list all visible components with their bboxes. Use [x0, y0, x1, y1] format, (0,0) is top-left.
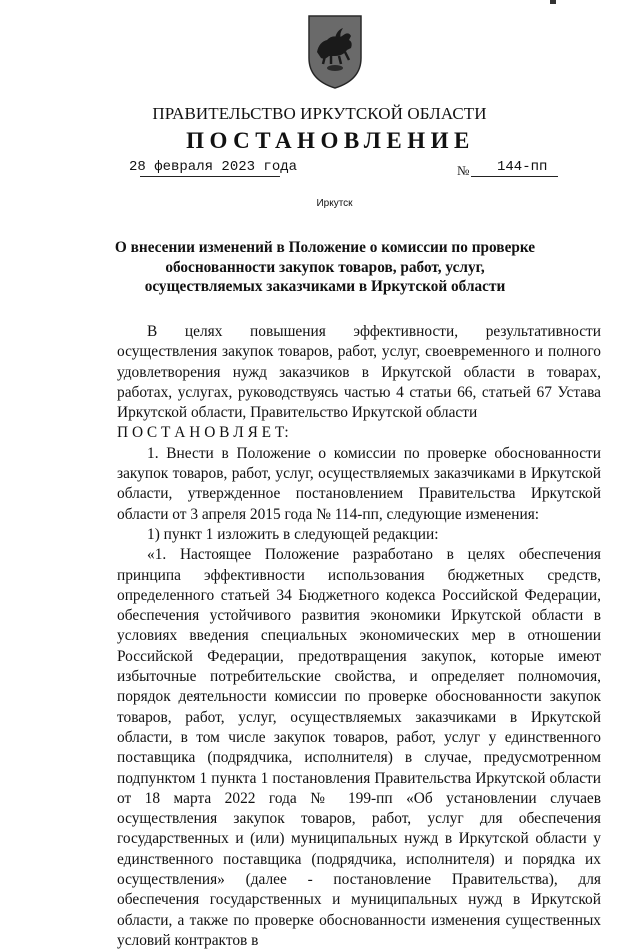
paragraph-item-1: 1. Внести в Положение о комиссии по проверке обоснованности закупок товаров, работ, услуг, осуществляемых заказчиками в Иркутской области, утвержденное постановлением Правительства Иркутской области от 3 апреля 2015 года № 114-пп, следующие изменения: — [117, 444, 601, 523]
city: Иркутск — [316, 198, 353, 209]
number-underline — [471, 176, 558, 177]
resolves-heading: П О С Т А Н О В Л Я Е Т: — [117, 424, 289, 442]
paragraph-subitem-1: 1) пункт 1 изложить в следующей редакции: — [147, 525, 439, 543]
document-date: 28 февраля 2023 года — [129, 159, 298, 175]
paragraph-new-wording: «1. Настоящее Положение разработано в целях обеспечения принципа эффективности использования бюджетных средств, определенного статьей 34 Бюджетного кодекса Российской Федерации, обеспечения устойчивого развития экономики Иркутской области в условиях введения специальных экономических мер в отношении Российской Федерации, предотвращения закупок, которые имеют избыточные потребительские свойства, и определяет полномочия, порядок деятельности комиссии по проверке обоснованности закупок товаров, работ, услуг, осуществляемых заказчиками в Иркутской области, в том числе закупок товаров, работ, услуг у единственного поставщика (подрядчика, исполнителя) в случае, предусмотренном подпунктом 1 пункта 1 постановления Правительства Иркутской области от 18 марта 2022 года № 199-пп «Об установлении случаев осуществления закупок товаров, работ, услуг для обеспечения государственных и (или) муниципальных нужд в Иркутской области у единственного поставщика (подрядчика, исполнителя) и порядка их осуществления» (далее - постановление Правительства), для обеспечения государственных и муниципальных нужд в Иркутской области, а также по проверке обоснованности изменения существенных условий контрактов в — [117, 546, 601, 949]
document-body — [117, 322, 601, 951]
document-title: О внесении изменений в Положение о комиссии по проверке обоснованности закупок товаров, работ, услуг, осуществляемых заказчиками в Иркутской области — [114, 239, 536, 295]
scan-mark — [550, 0, 556, 4]
document-type: ПОСТАНОВЛЕНИЕ — [186, 128, 475, 153]
coat-of-arms-icon — [305, 12, 365, 92]
number-sign: № — [457, 163, 470, 178]
government-name: ПРАВИТЕЛЬСТВО ИРКУТСКОЙ ОБЛАСТИ — [152, 104, 487, 123]
paragraph-intro: В целях повышения эффективности, результативности осуществления закупок товаров, работ, услуг, своевременного и полного удовлетворения нужд заказчиков в Иркутской области в товарах, работах, услугах, руководствуясь частью 4 статьи 66, статьей 67 Устава Иркутской области, Правительство Иркутской области — [117, 323, 601, 422]
document-number: 144-пп — [497, 159, 548, 175]
date-underline — [140, 176, 280, 177]
